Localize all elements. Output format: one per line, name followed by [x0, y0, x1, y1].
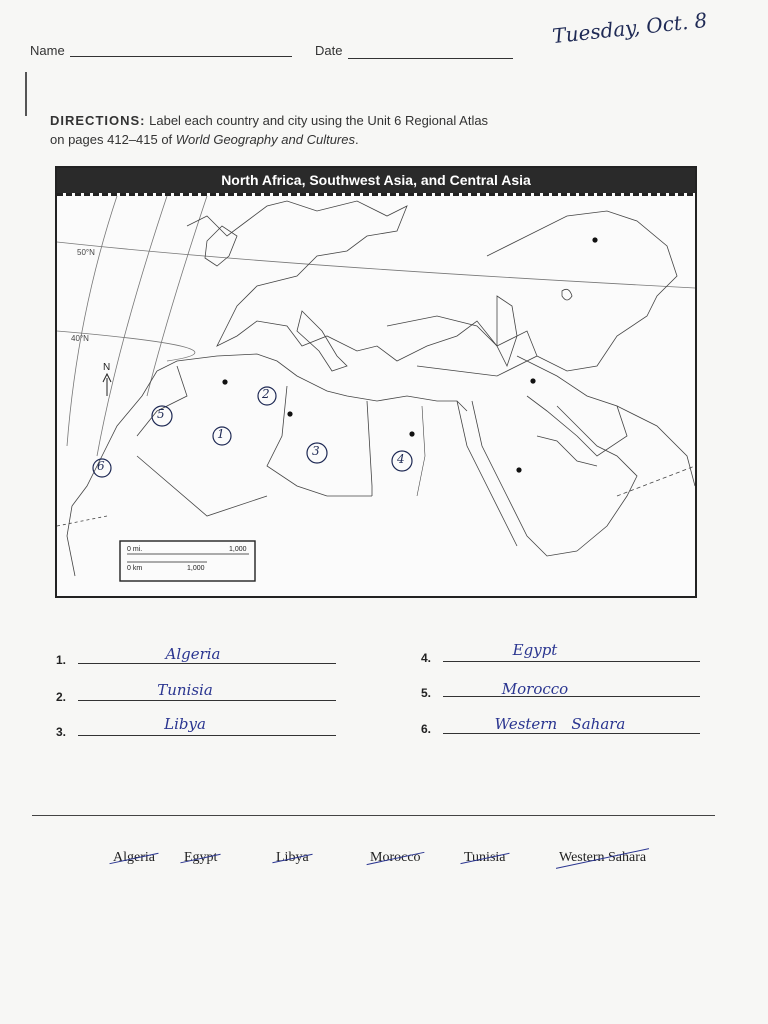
word-bank-label-morocco: Morocco	[370, 850, 421, 865]
answer-number-1: 1.	[56, 653, 67, 667]
book-title: World Geography and Cultures	[175, 132, 355, 147]
map-title: North Africa, Southwest Asia, and Central Asia	[57, 168, 695, 193]
border-libya-egypt	[367, 401, 372, 496]
border-algeria-libya	[267, 386, 327, 496]
italy-outline	[297, 311, 347, 371]
word-bank-item-western-sahara	[559, 850, 646, 866]
graticule-50n	[57, 242, 695, 288]
marker-label-1: 1	[217, 427, 225, 441]
marker-label-6: 6	[97, 459, 105, 473]
city-dot-2	[287, 411, 292, 416]
border-algeria-south	[137, 456, 267, 516]
red-sea	[457, 401, 517, 546]
answer-number-2: 2.	[56, 690, 67, 704]
answer-text-3: Libya	[164, 715, 206, 733]
answer-text-1: Algeria	[165, 645, 221, 663]
aral-lake	[562, 289, 572, 300]
word-bank-label-egypt: Egypt	[184, 850, 218, 865]
directions-lead: DIRECTIONS:	[50, 113, 146, 128]
caspian	[497, 296, 517, 366]
answer-text-5: Morocco	[501, 680, 569, 698]
date-field-line[interactable]	[348, 58, 513, 59]
lat-label-40n: 40°N	[71, 334, 89, 343]
arabia-west	[472, 401, 577, 556]
directions	[50, 111, 570, 149]
word-bank-item-morocco	[370, 850, 421, 866]
city-dot-5	[516, 467, 521, 472]
scale-km-max: 1,000	[187, 565, 205, 572]
directions-line2-prefix: on pages 412–415 of	[50, 132, 176, 147]
disputed-boundary	[617, 466, 695, 496]
scale-km-zero: 0 km	[127, 565, 143, 572]
answer-line-3[interactable]	[78, 735, 336, 736]
nile	[417, 406, 425, 496]
answer-line-2[interactable]	[78, 700, 336, 701]
map	[55, 166, 697, 598]
scale-mi-zero: 0 mi.	[127, 546, 143, 553]
arabia-south	[557, 406, 637, 551]
persian-gulf	[537, 436, 597, 466]
answer-number-3: 3.	[56, 725, 67, 739]
north-label: N	[103, 362, 111, 373]
word-bank-item-libya	[276, 850, 309, 866]
handwritten-date: Tuesday, Oct. 8	[551, 7, 709, 49]
word-bank-label-libya: Libya	[276, 850, 309, 865]
directions-line1: Label each country and city using the Unit 6 Regional Atlas	[149, 113, 489, 128]
answer-number-4: 4.	[421, 651, 432, 665]
sahara-border	[57, 516, 107, 526]
central-asia	[487, 211, 677, 371]
word-bank-divider	[32, 815, 715, 816]
word-bank-label-algeria: Algeria	[113, 850, 155, 865]
answer-number-6: 6.	[421, 722, 432, 736]
graticule-meridian-1	[67, 196, 117, 446]
name-label: Name	[30, 43, 65, 58]
margin-mark	[25, 72, 27, 116]
marker-label-2: 2	[262, 387, 270, 401]
answer-text-6: Western Sahara	[494, 715, 626, 733]
word-bank-item-algeria	[113, 850, 155, 866]
morocco-coast	[72, 371, 157, 506]
lat-label-50n: 50°N	[77, 248, 95, 257]
answer-text-2: Tunisia	[157, 681, 213, 699]
word-bank-item-tunisia	[464, 850, 506, 866]
map-outline	[57, 196, 695, 598]
city-dot-3	[409, 431, 414, 436]
north-africa-coast	[157, 354, 467, 411]
date-label: Date	[315, 43, 343, 58]
iran	[517, 356, 627, 456]
word-bank-item-egypt	[184, 850, 217, 866]
answer-line-1[interactable]	[78, 663, 336, 664]
directions-line2-suffix: .	[354, 132, 359, 147]
name-field-line[interactable]	[70, 56, 292, 57]
city-dot-6	[592, 237, 597, 242]
city-dot-4	[530, 378, 535, 383]
scale-mi-max: 1,000	[229, 546, 247, 553]
europe-outline	[187, 201, 537, 376]
answer-text-4: Egypt	[512, 641, 558, 659]
word-bank-label-tunisia: Tunisia	[464, 850, 506, 865]
anatolia	[387, 316, 497, 346]
marker-label-3: 3	[312, 444, 320, 458]
word-bank-label-western-sahara: Western Sahara	[559, 850, 647, 865]
answer-line-6[interactable]	[443, 733, 700, 734]
answer-number-5: 5.	[421, 686, 432, 700]
marker-label-4: 4	[397, 452, 405, 466]
south-asia-edge	[617, 406, 695, 486]
answer-line-4[interactable]	[443, 661, 700, 662]
marker-label-5: 5	[157, 407, 165, 421]
city-dot-1	[222, 379, 227, 384]
west-africa-coast	[67, 506, 75, 576]
